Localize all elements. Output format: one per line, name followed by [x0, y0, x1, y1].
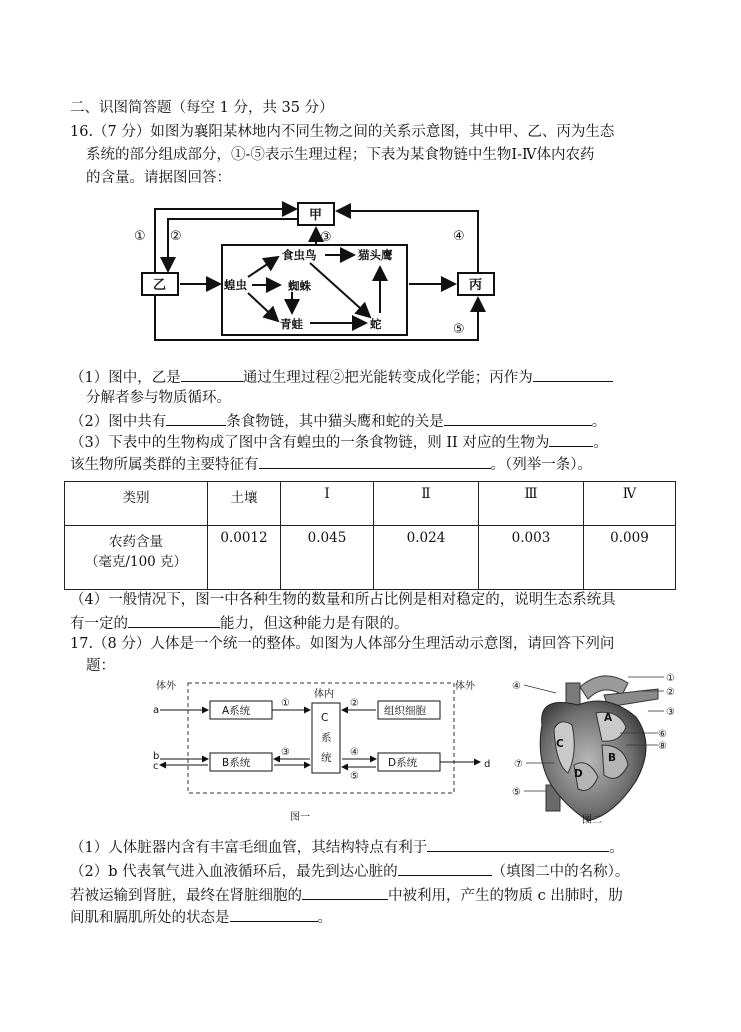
table-cell: 0.009	[584, 526, 676, 590]
process-1-label: ①	[134, 229, 146, 244]
fig1-num-4: ④	[350, 747, 359, 758]
heart-label-4: ④	[512, 681, 521, 692]
system-a-box: A系统	[222, 705, 251, 717]
food-web-diagram	[130, 195, 500, 350]
outside-left-label: 体外	[156, 681, 176, 692]
table-header-cell: Ⅱ	[374, 482, 479, 526]
outside-right-label: 体外	[455, 681, 475, 692]
fig1-num-3: ③	[281, 747, 290, 758]
pesticide-table	[64, 481, 676, 590]
chamber-a: A	[604, 712, 613, 724]
fig1-num-5: ⑤	[350, 771, 359, 782]
bing-label: 丙	[469, 278, 483, 293]
fig1-num-2: ②	[350, 698, 359, 709]
q16-sub1-cont: 分解者参与物质循环。	[86, 390, 231, 406]
table-header-row	[65, 482, 676, 526]
heart-label-2: ②	[666, 687, 675, 698]
table-header-cell: 类别	[65, 482, 208, 526]
process-4-label: ④	[453, 229, 465, 244]
q16-sub4: （4）一般情况下，图一中各种生物的数量和所占比例是相对稳定的，说明生态系统具	[70, 592, 616, 608]
table-cell: 0.024	[374, 526, 479, 590]
answer-blank[interactable]	[259, 453, 491, 469]
locust-label: 蝗虫	[224, 278, 247, 292]
table-row-label: 农药含量 （毫克/100 克）	[65, 526, 208, 590]
chamber-c: C	[556, 738, 564, 750]
chamber-d: D	[574, 768, 583, 780]
jia-label: 甲	[309, 208, 323, 223]
answer-blank[interactable]	[230, 906, 318, 922]
table-header-cell: Ⅳ	[584, 482, 676, 526]
table-row	[65, 526, 676, 590]
table-header-cell: 土壤	[208, 482, 281, 526]
q17-sub2-cont2: 间肌和膈肌所处的状态是 。	[70, 906, 332, 928]
body-systems-diagram	[150, 675, 500, 830]
table-cell: 0.045	[281, 526, 374, 590]
q16-sub3-cont: 该生物所属类群的主要特征有 。（列举一条）。	[70, 453, 592, 475]
process-3-label: ③	[320, 230, 332, 245]
q16-stem-line3: 的含量。请据图回答：	[86, 170, 231, 186]
q17-sub1: （1）人体脏器内含有丰富毛细血管，其结构特点有利于 。	[70, 836, 624, 858]
heart-label-8: ⑧	[658, 741, 667, 752]
answer-blank[interactable]	[427, 836, 609, 852]
table-header-cell: Ⅲ	[479, 482, 584, 526]
q16-stem-line1: 16.（7 分）如图为襄阳某林地内不同生物之间的关系示意图，其中甲、乙、丙为生态	[70, 124, 615, 140]
answer-blank[interactable]	[302, 884, 388, 900]
owl-label: 猫头鹰	[358, 248, 393, 262]
yi-label: 乙	[153, 278, 167, 293]
label-a: a	[153, 705, 160, 716]
heart-label-3: ③	[666, 707, 675, 718]
table-cell: 0.0012	[208, 526, 281, 590]
section-title: 二、识图简答题（每空 1 分，共 35 分）	[70, 100, 334, 116]
snake-label: 蛇	[370, 317, 382, 331]
table-cell: 0.003	[479, 526, 584, 590]
fig1-num-1: ①	[281, 698, 290, 709]
system-c-char: 统	[321, 752, 332, 764]
answer-blank[interactable]	[444, 410, 592, 426]
system-c-char: C	[321, 712, 329, 724]
answer-blank[interactable]	[166, 410, 226, 426]
label-c: c	[153, 761, 159, 772]
label-d: d	[484, 759, 491, 770]
system-d-box: D系统	[388, 757, 418, 769]
answer-blank[interactable]	[549, 431, 593, 447]
process-5-label: ⑤	[453, 322, 465, 337]
q17-stem-line1: 17.（8 分）人体是一个统一的整体。如图为人体部分生理活动示意图，请回答下列问	[70, 636, 615, 652]
label-b: b	[153, 751, 160, 762]
heart-label-1: ①	[666, 673, 675, 684]
q16-sub4-cont: 有一定的 能力，但这种能力是有限的。	[70, 612, 409, 634]
q17-stem-line2: 题：	[86, 658, 115, 674]
answer-blank[interactable]	[128, 612, 220, 628]
frog-label: 青蛙	[280, 317, 303, 331]
fig1-caption: 图一	[290, 812, 310, 823]
system-c-char: 系	[321, 732, 332, 744]
heart-label-7: ⑦	[514, 759, 523, 770]
q16-sub1: （1）图中，乙是 通过生理过程②把光能转变成化学能；丙作为	[70, 366, 613, 388]
heart-diagram	[508, 665, 688, 830]
answer-blank[interactable]	[533, 366, 613, 382]
q16-sub2: （2）图中共有 条食物链，其中猫头鹰和蛇的关是 。	[70, 410, 606, 432]
q17-sub2: （2）b 代表氧气进入血液循环后，最先到达心脏的 （填图二中的名称）。	[70, 860, 629, 882]
q16-sub3: （3）下表中的生物构成了图中含有蝗虫的一条食物链，则 II 对应的生物为 。	[70, 431, 608, 453]
answer-blank[interactable]	[398, 860, 492, 876]
system-b-box: B系统	[222, 757, 251, 769]
chamber-b: B	[608, 752, 617, 764]
bird-label: 食虫鸟	[282, 248, 317, 262]
q17-sub2-cont: 若被运输到肾脏，最终在肾脏细胞的 中被利用，产生的物质 c 出肺时，肋	[70, 884, 623, 906]
inside-label: 体内	[314, 689, 334, 700]
spider-label: 蜘蛛	[288, 279, 311, 293]
q16-stem-line2: 系统的部分组成部分，①-⑤表示生理过程；下表为某食物链中生物Ⅰ-Ⅳ体内农药	[86, 147, 595, 163]
process-2-label: ②	[170, 229, 182, 244]
tissue-cells-box: 组织细胞	[384, 705, 426, 717]
fig2-caption: 图二	[582, 815, 602, 826]
heart-label-5: ⑤	[512, 787, 521, 798]
table-header-cell: Ⅰ	[281, 482, 374, 526]
answer-blank[interactable]	[181, 366, 243, 382]
heart-label-6: ⑥	[658, 729, 667, 740]
